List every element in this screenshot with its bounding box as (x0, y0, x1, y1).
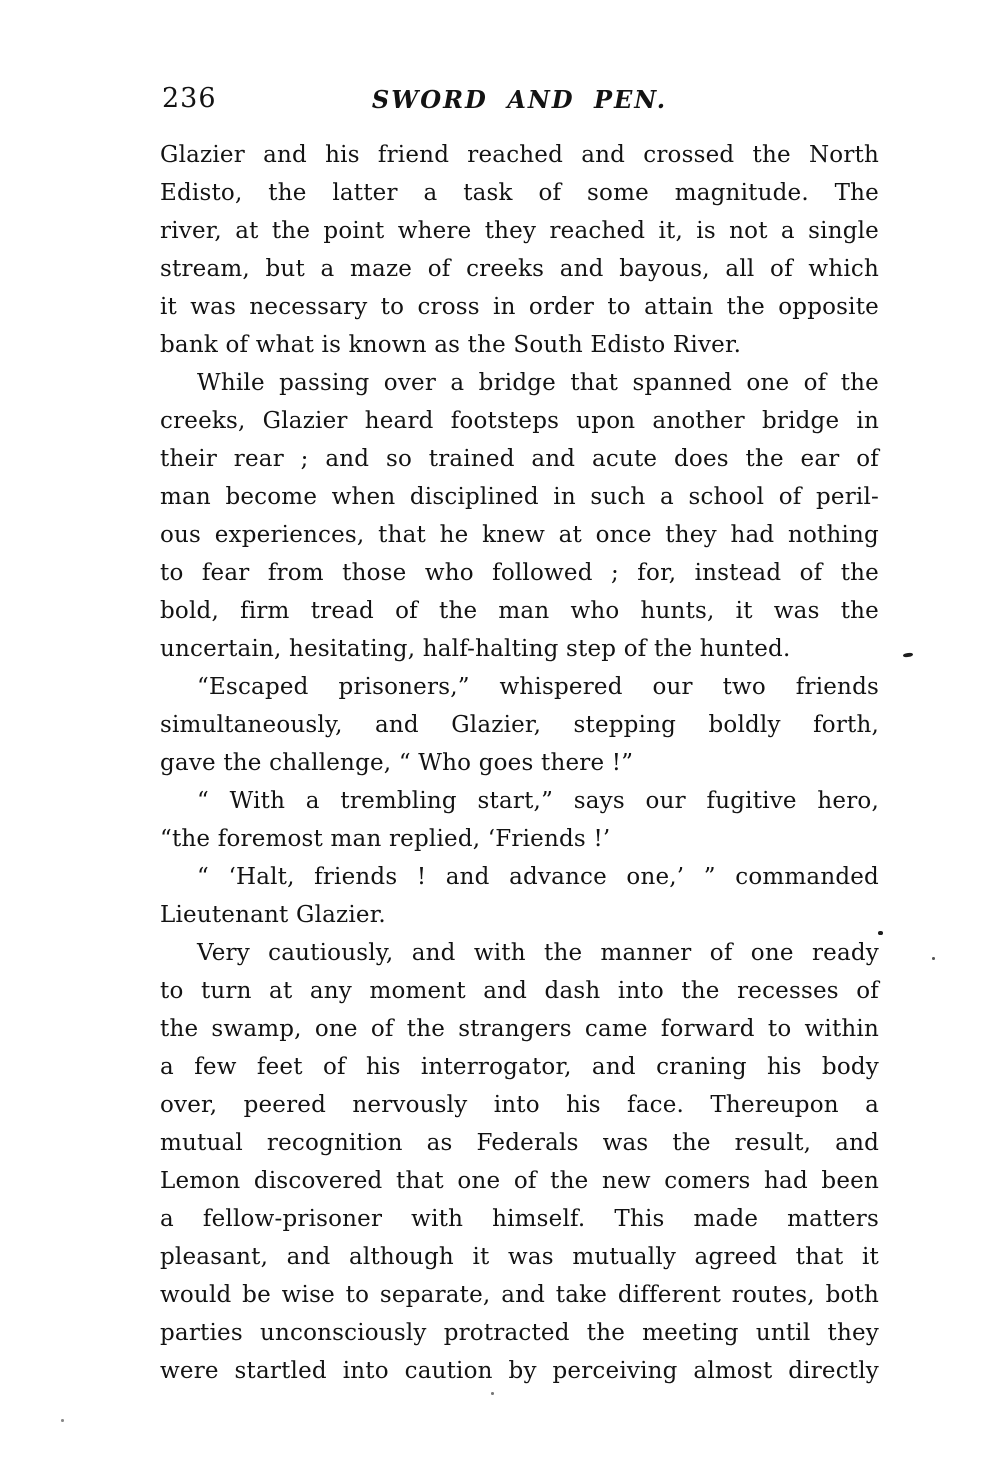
text-line: pleasant, and although it was mutually agreed that it (160, 1244, 879, 1270)
text-line: their rear ; and so trained and acute does the ear of (160, 446, 879, 472)
scan-speck (878, 931, 883, 935)
text-line: stream, but a maze of creeks and bayous, all of which (160, 256, 879, 282)
text-line: to turn at any moment and dash into the recesses of (160, 978, 879, 1004)
running-header-title: SWORD AND PEN. (371, 85, 668, 114)
text-line: creeks, Glazier heard footsteps upon another bridge in (160, 408, 879, 434)
text-line: ous experiences, that he knew at once they had nothing (160, 522, 879, 548)
text-line: “Escaped prisoners,” whispered our two friends (197, 674, 879, 700)
text-line: “ ‘Halt, friends ! and advance one,’ ” commanded (197, 864, 879, 890)
text-line: Lieutenant Glazier. (160, 902, 386, 928)
text-line: gave the challenge, “ Who goes there !” (160, 750, 634, 776)
text-line: mutual recognition as Federals was the result, and (160, 1130, 879, 1156)
text-line: “the foremost man replied, ‘Friends !’ (160, 826, 611, 852)
scan-speck (61, 1419, 64, 1422)
text-line: were startled into caution by perceiving almost directly (160, 1358, 879, 1384)
text-line: Lemon discovered that one of the new comers had been (160, 1168, 879, 1194)
text-line: “ With a trembling start,” says our fugitive hero, (197, 788, 879, 814)
scan-speck (903, 652, 913, 657)
text-line: it was necessary to cross in order to attain the opposite (160, 294, 879, 320)
text-line: a few feet of his interrogator, and craning his body (160, 1054, 879, 1080)
text-line: the swamp, one of the strangers came forward to within (160, 1016, 879, 1042)
text-line: simultaneously, and Glazier, stepping boldly forth, (160, 712, 879, 738)
scan-speck (932, 957, 935, 960)
text-line: over, peered nervously into his face. Thereupon a (160, 1092, 879, 1118)
scan-speck (491, 1392, 494, 1395)
text-line: parties unconsciously protracted the meeting until they (160, 1320, 879, 1346)
text-line: Edisto, the latter a task of some magnitude. The (160, 180, 879, 206)
text-line: a fellow-prisoner with himself. This made matters (160, 1206, 879, 1232)
text-line: uncertain, hesitating, half-halting step of the hunted. (160, 636, 791, 662)
text-line: to fear from those who followed ; for, instead of the (160, 560, 879, 586)
text-line: Very cautiously, and with the manner of one ready (197, 940, 879, 966)
page-number: 236 (162, 83, 217, 114)
page-header (160, 84, 879, 116)
text-line: river, at the point where they reached it, is not a single (160, 218, 879, 244)
text-line: would be wise to separate, and take different routes, both (160, 1282, 879, 1308)
page-text (160, 136, 879, 1390)
text-line: bold, firm tread of the man who hunts, it was the (160, 598, 879, 624)
text-line: bank of what is known as the South Edisto River. (160, 332, 742, 358)
text-line: man become when disciplined in such a school of peril- (160, 484, 879, 510)
text-line: Glazier and his friend reached and crossed the North (160, 142, 879, 168)
text-line: While passing over a bridge that spanned one of the (197, 370, 879, 396)
